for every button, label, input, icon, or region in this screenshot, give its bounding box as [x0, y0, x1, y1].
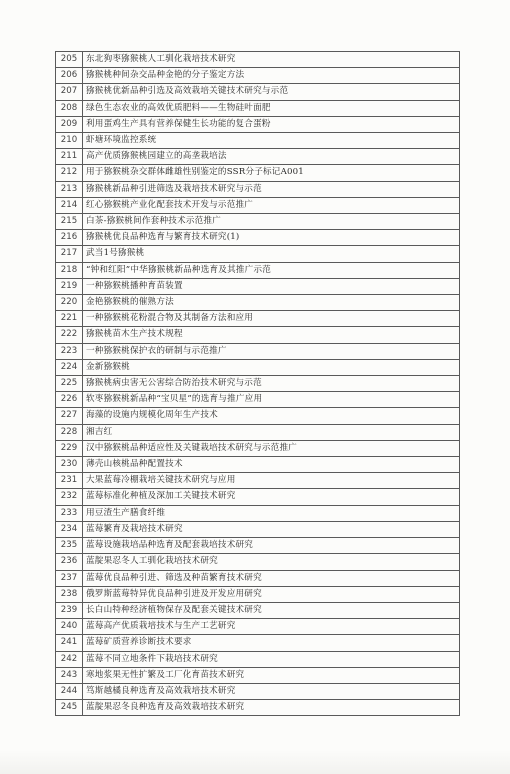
row-number: 208 — [56, 100, 83, 116]
table-row — [56, 84, 460, 100]
table-row — [56, 100, 460, 116]
project-name: 蓝靛果忍冬良种选育及高效栽培技术研究 — [83, 700, 460, 716]
row-number: 225 — [56, 376, 83, 392]
project-name: 猕猴桃优良品种选育与繁育技术研究(1) — [83, 230, 460, 246]
project-table — [55, 51, 460, 716]
row-number: 209 — [56, 116, 83, 132]
row-number: 219 — [56, 278, 83, 294]
row-number: 212 — [56, 165, 83, 181]
table-row — [56, 408, 460, 424]
table-row — [56, 521, 460, 537]
row-number: 234 — [56, 521, 83, 537]
table-row — [56, 667, 460, 683]
table-row — [56, 214, 460, 230]
project-name: 绿色生态农业的高效优质肥料——生物硅叶面肥 — [83, 100, 460, 116]
row-number: 231 — [56, 473, 83, 489]
project-name: 红心猕猴桃产业化配套技术开发与示范推广 — [83, 197, 460, 213]
row-number: 236 — [56, 554, 83, 570]
row-number: 217 — [56, 246, 83, 262]
table-row — [56, 230, 460, 246]
table-row — [56, 376, 460, 392]
row-number: 229 — [56, 440, 83, 456]
project-name: 汉中猕猴桃品种适应性及关键栽培技术研究与示范推广 — [83, 440, 460, 456]
row-number: 220 — [56, 295, 83, 311]
project-name: 薄壳山核桃品种配置技术 — [83, 457, 460, 473]
project-table-body — [56, 52, 460, 716]
project-name: 武当1号猕猴桃 — [83, 246, 460, 262]
project-name: 金艳猕猴桃的催熟方法 — [83, 295, 460, 311]
table-row — [56, 278, 460, 294]
project-name: 蓝莓优良品种引进、筛选及种苗繁育技术研究 — [83, 570, 460, 586]
row-number: 205 — [56, 52, 83, 68]
page-bottom-shadow — [0, 750, 510, 774]
table-row — [56, 359, 460, 375]
project-name: 用豆渣生产膳食纤维 — [83, 505, 460, 521]
row-number: 215 — [56, 214, 83, 230]
project-name: 东北狗枣猕猴桃人工驯化栽培技术研究 — [83, 52, 460, 68]
row-number: 211 — [56, 149, 83, 165]
project-name: 蓝莓设施栽培品种选育及配套栽培技术研究 — [83, 538, 460, 554]
table-row — [56, 116, 460, 132]
table-row — [56, 602, 460, 618]
row-number: 238 — [56, 586, 83, 602]
row-number: 216 — [56, 230, 83, 246]
table-row — [56, 683, 460, 699]
project-name: “钟和红阳”中华猕猴桃新品种选育及其推广示范 — [83, 262, 460, 278]
project-name: 大果蓝莓冷棚栽培关键技术研究与应用 — [83, 473, 460, 489]
table-row — [56, 457, 460, 473]
table-row — [56, 635, 460, 651]
row-number: 243 — [56, 667, 83, 683]
row-number: 245 — [56, 700, 83, 716]
row-number: 218 — [56, 262, 83, 278]
project-name: 白茶-猕猴桃间作套种技术示范推广 — [83, 214, 460, 230]
table-row — [56, 197, 460, 213]
project-name: 猕猴桃优新品种引选及高效栽培关键技术研究与示范 — [83, 84, 460, 100]
table-row — [56, 489, 460, 505]
table-row — [56, 246, 460, 262]
project-name: 一种猕猴桃花粉混合物及其制备方法和应用 — [83, 311, 460, 327]
row-number: 207 — [56, 84, 83, 100]
row-number: 241 — [56, 635, 83, 651]
row-number: 242 — [56, 651, 83, 667]
project-name: 用于猕猴桃杂交群体雌雄性别鉴定的SSR分子标记A001 — [83, 165, 460, 181]
project-name: 长白山特种经济植物保存及配套关键技术研究 — [83, 602, 460, 618]
project-name: 金新猕猴桃 — [83, 359, 460, 375]
project-name: 湘吉红 — [83, 424, 460, 440]
table-row — [56, 651, 460, 667]
row-number: 237 — [56, 570, 83, 586]
row-number: 221 — [56, 311, 83, 327]
project-name: 猕猴桃病虫害无公害综合防治技术研究与示范 — [83, 376, 460, 392]
row-number: 222 — [56, 327, 83, 343]
row-number: 244 — [56, 683, 83, 699]
project-name: 笃斯越橘良种选育及高效栽培技术研究 — [83, 683, 460, 699]
table-row — [56, 700, 460, 716]
row-number: 227 — [56, 408, 83, 424]
table-row — [56, 440, 460, 456]
project-name: 利用蛋鸡生产具有营养保健生长功能的复合蛋粉 — [83, 116, 460, 132]
project-name: 蓝莓不同立地条件下栽培技术研究 — [83, 651, 460, 667]
project-name: 一种猕猴桃播种育苗装置 — [83, 278, 460, 294]
row-number: 213 — [56, 181, 83, 197]
row-number: 206 — [56, 68, 83, 84]
table-row — [56, 619, 460, 635]
table-row — [56, 473, 460, 489]
row-number: 233 — [56, 505, 83, 521]
table-row — [56, 311, 460, 327]
table-row — [56, 392, 460, 408]
row-number: 232 — [56, 489, 83, 505]
table-row — [56, 505, 460, 521]
table-row — [56, 586, 460, 602]
project-name: 猕猴桃新品种引进筛选及栽培技术研究与示范 — [83, 181, 460, 197]
project-name: 寒地浆果无性扩繁及工厂化育苗技术研究 — [83, 667, 460, 683]
project-name: 蓝莓高产优质栽培技术与生产工艺研究 — [83, 619, 460, 635]
row-number: 230 — [56, 457, 83, 473]
table-row — [56, 52, 460, 68]
table-row — [56, 327, 460, 343]
table-row — [56, 570, 460, 586]
row-number: 224 — [56, 359, 83, 375]
row-number: 228 — [56, 424, 83, 440]
project-name: 猕猴桃种间杂交品种金艳的分子鉴定方法 — [83, 68, 460, 84]
project-name: 虾塘环境监控系统 — [83, 133, 460, 149]
row-number: 214 — [56, 197, 83, 213]
project-name: 猕猴桃苗木生产技术规程 — [83, 327, 460, 343]
project-name: 高产优质猕猴桃园建立的高垄栽培法 — [83, 149, 460, 165]
row-number: 239 — [56, 602, 83, 618]
row-number: 235 — [56, 538, 83, 554]
table-row — [56, 165, 460, 181]
table-row — [56, 149, 460, 165]
project-name: 海藻的设施内规模化周年生产技术 — [83, 408, 460, 424]
table-row — [56, 133, 460, 149]
row-number: 210 — [56, 133, 83, 149]
row-number: 226 — [56, 392, 83, 408]
row-number: 223 — [56, 343, 83, 359]
project-name: 一种猕猴桃保护衣的研制与示范推广 — [83, 343, 460, 359]
table-row — [56, 262, 460, 278]
project-name: 软枣猕猴桃新品种“宝贝星”的选育与推广应用 — [83, 392, 460, 408]
project-name: 蓝莓矿质营养诊断技术要求 — [83, 635, 460, 651]
project-name: 俄罗斯蓝莓特异优良品种引进及开发应用研究 — [83, 586, 460, 602]
table-row — [56, 68, 460, 84]
row-number: 240 — [56, 619, 83, 635]
table-row — [56, 424, 460, 440]
table-row — [56, 295, 460, 311]
table-row — [56, 538, 460, 554]
table-row — [56, 343, 460, 359]
project-name: 蓝莓繁育及栽培技术研究 — [83, 521, 460, 537]
project-name: 蓝靛果忍冬人工驯化栽培技术研究 — [83, 554, 460, 570]
table-row — [56, 181, 460, 197]
project-name: 蓝莓标准化种植及深加工关键技术研究 — [83, 489, 460, 505]
table-row — [56, 554, 460, 570]
